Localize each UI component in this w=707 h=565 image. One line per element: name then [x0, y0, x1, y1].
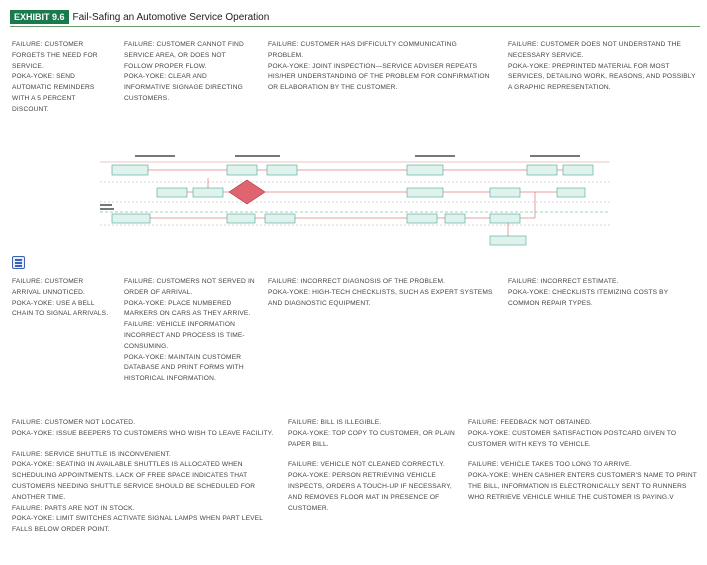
pokayoke-text: POKA-YOKE: CUSTOMER SATISFACTION POSTCARD GIVEN TO CUSTOMER WITH KEYS TO VEHICLE. [468, 429, 677, 448]
pokayoke-text: POKA-YOKE: CHECKLISTS ITEMIZING COSTS BY COMMON REPAIR TYPES. [508, 288, 669, 307]
pokayoke-text: POKA-YOKE: SEATING IN AVAILABLE SHUTTLES IS ALLOCATED WHEN SCHEDULING APPOINTMENTS. LACK OF FREE SPACE INDICATES THAT CUSTOMERS NEEDING SHUTTLE SERVICE SHOULD BE SCHEDULED FOR ANOTHER TIME. [12, 461, 256, 501]
pokayoke-text: POKA-YOKE: TOP COPY TO CUSTOMER, OR PLAIN PAPER BILL. [288, 429, 455, 448]
failure-text: FAILURE: FEEDBACK NOT OBTAINED. [468, 419, 592, 426]
spacer [468, 450, 700, 460]
failure-text: FAILURE: VEHICLE INFORMATION INCORRECT AND PROCESS IS TIME-CONSUMING. [124, 321, 245, 350]
failure-text: FAILURE: BILL IS ILLEGIBLE. [288, 419, 382, 426]
decision-diamond [229, 180, 265, 204]
failure-block-communicating [268, 40, 493, 94]
pokayoke-text: POKA-YOKE: PERSON RETRIEVING VEHICLE INSPECTS, ORDERS A TOUCH-UP IF NECESSARY, AND REMOVES FLOOR MAT IN PRESENCE OF CUSTOMER. [288, 472, 452, 512]
failure-block-located [12, 418, 282, 536]
failure-text: FAILURE: INCORRECT DIAGNOSIS OF THE PROBLEM. [268, 278, 446, 285]
pokayoke-text: POKA-YOKE: PREPRINTED MATERIAL FOR MOST SERVICES, DETAILING WORK, REASONS, AND POSSIBLY A GRAPHIC REPRESENTATION. [508, 62, 696, 92]
failure-text: FAILURE: CUSTOMER NOT LOCATED. [12, 419, 136, 426]
failure-text: FAILURE: CUSTOMER HAS DIFFICULTY COMMUNICATING PROBLEM. [268, 41, 457, 59]
flowchart-labels [100, 155, 580, 210]
header-rule [10, 26, 700, 27]
pokayoke-text: POKA-YOKE: HIGH-TECH CHECKLISTS, SUCH AS EXPERT SYSTEMS AND DIAGNOSTIC EQUIPMENT. [268, 288, 493, 307]
failure-text: FAILURE: CUSTOMERS NOT SERVED IN ORDER OF ARRIVAL. [124, 278, 255, 296]
failure-text: FAILURE: SERVICE SHUTTLE IS INCONVENIENT. [12, 450, 171, 458]
flowchart-connectors [148, 170, 563, 236]
pokayoke-text: POKA-YOKE: MAINTAIN CUSTOMER DATABASE AND PRINT FORMS WITH HISTORICAL INFORMATION. [124, 353, 244, 383]
failure-text: FAILURE: CUSTOMER DOES NOT UNDERSTAND THE NECESSARY SERVICE. [508, 41, 682, 59]
exhibit-badge: EXHIBIT 9.6 [10, 10, 69, 24]
failure-block-order [124, 277, 259, 385]
failure-block-service-area [124, 40, 254, 105]
note-icon[interactable] [12, 256, 25, 269]
flowchart-boxes [112, 165, 593, 245]
failure-text: FAILURE: CUSTOMER ARRIVAL UNNOTICED. [12, 278, 86, 296]
spacer [288, 450, 463, 460]
pokayoke-text: POKA-YOKE: ISSUE BEEPERS TO CUSTOMERS WHO WISH TO LEAVE FACILITY. [12, 429, 274, 437]
failure-block-feedback [468, 418, 700, 504]
failure-text: FAILURE: CUSTOMER CANNOT FIND SERVICE AREA, OR DOES NOT FOLLOW PROPER FLOW. [124, 41, 244, 70]
failure-block-understand [508, 40, 698, 94]
failure-text: FAILURE: PARTS ARE NOT IN STOCK. [12, 504, 135, 512]
pokayoke-text: POKA-YOKE: PLACE NUMBERED MARKERS ON CARS AS THEY ARRIVE. [124, 299, 251, 318]
spacer [12, 440, 282, 450]
pokayoke-text: POKA-YOKE: LIMIT SWITCHES ACTIVATE SIGNAL LAMPS WHEN PART LEVEL FALLS BELOW ORDER POINT. [12, 515, 263, 534]
failure-block-arrival [12, 277, 112, 320]
exhibit-title: Fail-Safing an Automotive Service Operation [72, 11, 270, 23]
pokayoke-text: POKA-YOKE: SEND AUTOMATIC REMINDERS WITH A 5 PERCENT DISCOUNT. [12, 73, 95, 113]
pokayoke-text: POKA-YOKE: WHEN CASHIER ENTERS CUSTOMER'S NAME TO PRINT THE BILL, INFORMATION IS ELECTRONICALLY SENT TO RUNNERS WHO RETRIEVE VEHICLE WHILE THE CUSTOMER IS PAYING.V [468, 472, 697, 501]
pokayoke-text: POKA-YOKE: USE A BELL CHAIN TO SIGNAL ARRIVALS. [12, 299, 109, 318]
failure-text: FAILURE: VEHICLE NOT CLEANED CORRECTLY. [288, 461, 445, 469]
failure-block-diagnosis [268, 277, 493, 309]
service-flowchart [95, 150, 615, 255]
failure-block-forgets [12, 40, 112, 116]
pokayoke-text: POKA-YOKE: CLEAR AND INFORMATIVE SIGNAGE DIRECTING CUSTOMERS. [124, 73, 243, 102]
failure-text: FAILURE: INCORRECT ESTIMATE. [508, 278, 619, 285]
failure-block-bill [288, 418, 463, 514]
pokayoke-text: POKA-YOKE: JOINT INSPECTION—SERVICE ADVISER REPEATS HIS/HER UNDERSTANDING OF THE PROBLEM FOR CONFIRMATION OR ELABORATION BY THE CUSTOMER. [268, 62, 490, 92]
failure-text: FAILURE: VEHICLE TAKES TOO LONG TO ARRIVE. [468, 461, 632, 469]
failure-text: FAILURE: CUSTOMER FORGETS THE NEED FOR SERVICE. [12, 41, 98, 70]
failure-block-estimate [508, 277, 698, 309]
exhibit-header [10, 10, 269, 24]
